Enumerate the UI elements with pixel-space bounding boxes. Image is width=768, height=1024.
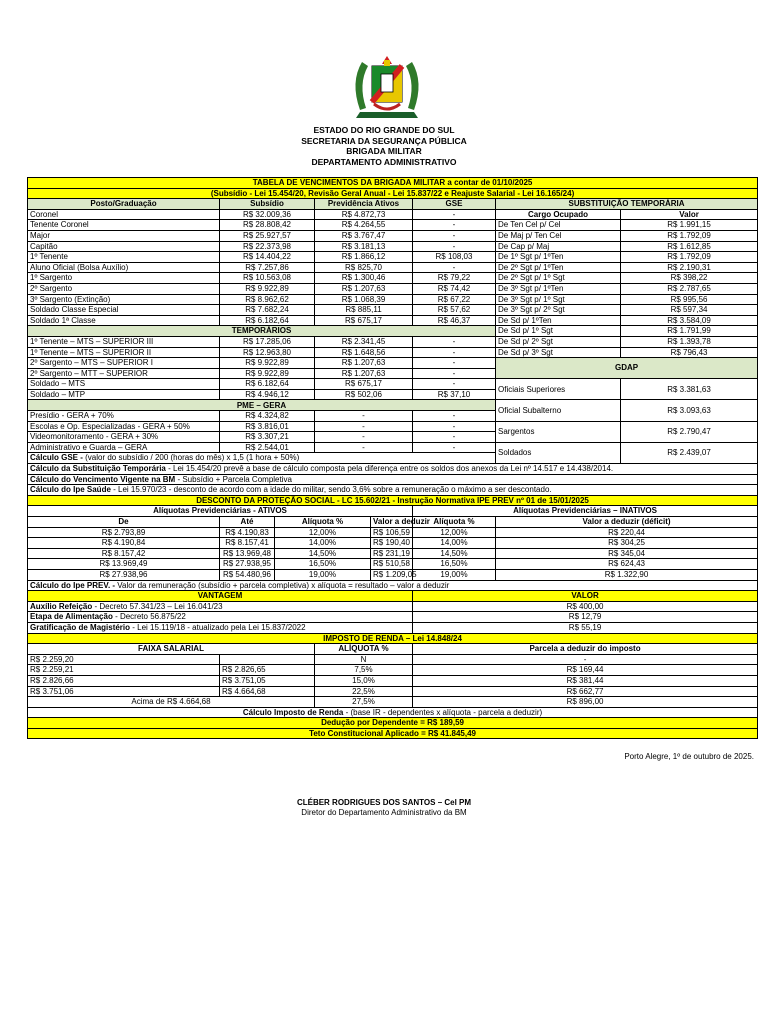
gdap-label: Soldados bbox=[496, 442, 621, 463]
row-subsidio: R$ 14.404,22 bbox=[220, 252, 315, 263]
ir-parcela: R$ 662,77 bbox=[413, 686, 758, 697]
vantagem-valor: R$ 55,19 bbox=[413, 622, 758, 633]
subst-valor: R$ 1.791,99 bbox=[621, 326, 758, 337]
table-row bbox=[28, 538, 758, 549]
table-row bbox=[28, 569, 758, 580]
row-gse: - bbox=[413, 241, 496, 252]
subst-cargo: De 1º Sgt p/ 1ºTen bbox=[496, 252, 621, 263]
h-deficit: Valor a deduzir (déficit) bbox=[496, 517, 758, 528]
subst-valor: R$ 597,34 bbox=[621, 305, 758, 316]
row-gse: R$ 67,22 bbox=[413, 294, 496, 305]
row-previdencia: R$ 3.767,47 bbox=[315, 230, 413, 241]
note-text: - Lei 15.970/23 - desconto de acordo com a idade do militar, sendo 3,6% sobre a remuneração o máximo a ser descontado. bbox=[110, 485, 552, 495]
temp-subsidio: R$ 12.963,80 bbox=[220, 347, 315, 358]
note-label: Cálculo do Ipe PREV. - bbox=[30, 580, 118, 590]
ir-aliq: 22,5% bbox=[315, 686, 413, 697]
note-text: (valor do subsídio / 200 (horas do mês) x 1,5 (1 hora + 50%) bbox=[85, 453, 300, 463]
row-posto: 1º Sargento bbox=[28, 273, 220, 284]
table-title: TABELA DE VENCIMENTOS DA BRIGADA MILITAR a contar de 01/10/2025 bbox=[28, 178, 758, 189]
row-posto: Aluno Oficial (Bolsa Auxílio) bbox=[28, 262, 220, 273]
temp-previdencia: R$ 1.207,63 bbox=[315, 368, 413, 379]
pme-subsidio: R$ 2.544,01 bbox=[220, 442, 315, 453]
aliq-deficit: R$ 1.322,90 bbox=[496, 569, 758, 580]
note-line bbox=[28, 474, 758, 485]
subst-cargo: De Cap p/ Maj bbox=[496, 241, 621, 252]
subst-valor: R$ 1.792,09 bbox=[621, 230, 758, 241]
temp-subsidio: R$ 9.922,89 bbox=[220, 358, 315, 369]
aliq-de: R$ 13.969,49 bbox=[28, 559, 220, 570]
subst-cargo: De Sd p/ 2º Sgt bbox=[496, 336, 621, 347]
subst-col-cargo: Cargo Ocupado bbox=[496, 209, 621, 220]
ir-parcela: R$ 896,00 bbox=[413, 697, 758, 708]
ir-parcela: R$ 169,44 bbox=[413, 665, 758, 676]
ir-ate: R$ 3.751,05 bbox=[220, 675, 315, 686]
table-row bbox=[28, 527, 758, 538]
row-previdencia: R$ 1.207,63 bbox=[315, 283, 413, 294]
table-row bbox=[28, 421, 758, 432]
temp-subsidio: R$ 4.946,12 bbox=[220, 389, 315, 400]
table-row bbox=[28, 622, 758, 633]
row-posto: 2º Sargento bbox=[28, 283, 220, 294]
gdap-value: R$ 3.381,63 bbox=[621, 379, 758, 400]
deducao-dependente: Dedução por Dependente = R$ 189,59 bbox=[28, 718, 758, 729]
aliq-deficit: R$ 304,25 bbox=[496, 538, 758, 549]
temp-posto: 1º Tenente – MTS – SUPERIOR III bbox=[28, 336, 220, 347]
temp-posto: 2º Sargento – MTT – SUPERIOR bbox=[28, 368, 220, 379]
note-text: - Lei 15.454/20 prevê a base de cálculo composta pela diferença entre os soldos dos anexos da Lei nº 14.517 e 14.438/2014. bbox=[165, 464, 614, 474]
row-posto: 3º Sargento (Extinção) bbox=[28, 294, 220, 305]
temp-subsidio: R$ 17.285,06 bbox=[220, 336, 315, 347]
subst-col-valor: Valor bbox=[621, 209, 758, 220]
col-header-subsidio: Subsídio bbox=[220, 199, 315, 210]
table-row bbox=[28, 665, 758, 676]
gdap-value: R$ 2.439,07 bbox=[621, 442, 758, 463]
ir-aliq: 15,0% bbox=[315, 675, 413, 686]
table-row bbox=[28, 442, 758, 453]
h-de: De bbox=[28, 517, 220, 528]
aliq-ate: R$ 4.190,83 bbox=[220, 527, 275, 538]
table-subtitle: (Subsídio - Lei 15.454/20, Revisão Geral Anual - Lei 15.837/22 e Reajuste Salarial - Lei 16.165/24) bbox=[28, 188, 758, 199]
ir-parcela-header: Parcela a deduzir do imposto bbox=[413, 644, 758, 655]
ir-parcela: - bbox=[413, 654, 758, 665]
subst-cargo: De Ten Cel p/ Cel bbox=[496, 220, 621, 231]
aliq-pct-inativos: 14,00% bbox=[413, 538, 496, 549]
pme-posto: Videomonitoramento - GERA + 30% bbox=[28, 432, 220, 443]
table-row bbox=[28, 612, 758, 623]
pme-posto: Administrativo e Guarda – GERA bbox=[28, 442, 220, 453]
temp-gse: - bbox=[413, 358, 496, 369]
vantagem-name: Auxílio Refeição bbox=[30, 601, 93, 611]
subst-valor: R$ 3.584,09 bbox=[621, 315, 758, 326]
table-row bbox=[28, 358, 758, 369]
table-row bbox=[28, 379, 758, 390]
note-label: Cálculo do Ipe Saúde bbox=[30, 485, 111, 495]
aliq-deduzir: R$ 190,40 bbox=[371, 538, 413, 549]
row-subsidio: R$ 7.257,86 bbox=[220, 262, 315, 273]
aliq-ate: R$ 8.157,41 bbox=[220, 538, 275, 549]
row-gse: - bbox=[413, 262, 496, 273]
col-header-posto: Posto/Graduação bbox=[28, 199, 220, 210]
subst-valor: R$ 1.393,78 bbox=[621, 336, 758, 347]
table-row bbox=[28, 654, 758, 665]
temp-subsidio: R$ 6.182,64 bbox=[220, 379, 315, 390]
ir-calc-note bbox=[28, 707, 758, 718]
row-previdencia: R$ 1.300,46 bbox=[315, 273, 413, 284]
pme-previdencia: - bbox=[315, 421, 413, 432]
aliq-deficit: R$ 624,43 bbox=[496, 559, 758, 570]
salary-table bbox=[27, 177, 758, 739]
aliq-de: R$ 8.157,42 bbox=[28, 548, 220, 559]
row-subsidio: R$ 9.922,89 bbox=[220, 283, 315, 294]
note-label: Cálculo do Vencimento Vigente na BM bbox=[30, 474, 176, 484]
temp-previdencia: R$ 502,06 bbox=[315, 389, 413, 400]
row-posto: Soldado 1ª Classe bbox=[28, 315, 220, 326]
aliq-pct: 14,00% bbox=[275, 538, 371, 549]
aliq-pct: 12,00% bbox=[275, 527, 371, 538]
row-subsidio: R$ 7.682,24 bbox=[220, 305, 315, 316]
gdap-label: Sargentos bbox=[496, 421, 621, 442]
pme-gse: - bbox=[413, 421, 496, 432]
table-row bbox=[28, 209, 758, 220]
aliq-de: R$ 27.938,96 bbox=[28, 569, 220, 580]
row-posto: Coronel bbox=[28, 209, 220, 220]
vantagem-header: VANTAGEM bbox=[28, 591, 413, 602]
temp-posto: 2º Sargento – MTS – SUPERIOR I bbox=[28, 358, 220, 369]
aliq-ate: R$ 54.480,96 bbox=[220, 569, 275, 580]
row-gse: R$ 79,22 bbox=[413, 273, 496, 284]
aliq-pct-inativos: 14,50% bbox=[413, 548, 496, 559]
row-previdencia: R$ 1.068,39 bbox=[315, 294, 413, 305]
table-row bbox=[28, 336, 758, 347]
row-posto: Soldado Classe Especial bbox=[28, 305, 220, 316]
row-gse: R$ 108,03 bbox=[413, 252, 496, 263]
subst-cargo: De 2º Sgt p/ 1º Sgt bbox=[496, 273, 621, 284]
header-state: ESTADO DO RIO GRANDE DO SUL bbox=[313, 125, 455, 135]
subst-header: SUBSTITUIÇÃO TEMPORÁRIA bbox=[496, 199, 758, 210]
table-row bbox=[28, 601, 758, 612]
table-row bbox=[28, 559, 758, 570]
gdap-label: Oficiais Superiores bbox=[496, 379, 621, 400]
protecao-social-title: DESCONTO DA PROTEÇÃO SOCIAL - LC 15.602/21 - Instrução Normativa IPE PREV nº 01 de 15/01/2025 bbox=[28, 495, 758, 506]
note-text: - Subsídio + Parcela Completiva bbox=[175, 474, 292, 484]
subst-cargo: De Maj p/ Ten Cel bbox=[496, 230, 621, 241]
valor-header: VALOR bbox=[413, 591, 758, 602]
table-row bbox=[28, 252, 758, 263]
row-subsidio: R$ 6.182,64 bbox=[220, 315, 315, 326]
aliq-pct: 14,50% bbox=[275, 548, 371, 559]
table-row bbox=[28, 230, 758, 241]
temp-posto: Soldado – MTP bbox=[28, 389, 220, 400]
ipe-prev-note bbox=[28, 580, 758, 591]
vantagem-law: - Decreto 57.341/23 – Lei 16.041/23 bbox=[92, 601, 223, 611]
table-row bbox=[28, 686, 758, 697]
row-posto: 1º Tenente bbox=[28, 252, 220, 263]
subst-cargo: De Sd p/ 3º Sgt bbox=[496, 347, 621, 358]
gdap-value: R$ 3.093,63 bbox=[621, 400, 758, 421]
note-label: Cálculo da Substituição Temporária bbox=[30, 464, 166, 474]
ir-aliq: 27,5% bbox=[315, 697, 413, 708]
subst-cargo: De 3º Sgt p/ 1º Sgt bbox=[496, 294, 621, 305]
temp-previdencia: R$ 675,17 bbox=[315, 379, 413, 390]
ir-ate bbox=[220, 654, 315, 665]
pme-subsidio: R$ 3.307,21 bbox=[220, 432, 315, 443]
signature-block bbox=[0, 798, 768, 818]
table-row bbox=[28, 675, 758, 686]
ir-de: R$ 3.751,06 bbox=[28, 686, 220, 697]
ir-de: R$ 2.826,66 bbox=[28, 675, 220, 686]
subst-valor: R$ 796,43 bbox=[621, 347, 758, 358]
subst-valor: R$ 2.787,65 bbox=[621, 283, 758, 294]
note-line bbox=[28, 464, 758, 475]
ir-aliq-header: ALÍQUOTA % bbox=[315, 644, 413, 655]
row-subsidio: R$ 8.962,62 bbox=[220, 294, 315, 305]
ir-faixa: Acima de R$ 4.664,68 bbox=[28, 697, 315, 708]
table-row bbox=[28, 347, 758, 358]
subst-valor: R$ 398,22 bbox=[621, 273, 758, 284]
temp-gse: R$ 37,10 bbox=[413, 389, 496, 400]
gdap-header: GDAP bbox=[496, 358, 758, 379]
temp-gse: - bbox=[413, 336, 496, 347]
pme-previdencia: - bbox=[315, 411, 413, 422]
vantagem-name: Gratificação de Magistério bbox=[30, 622, 131, 632]
ir-aliq: 7,5% bbox=[315, 665, 413, 676]
row-gse: - bbox=[413, 230, 496, 241]
subst-cargo: De Sd p/ 1ºTen bbox=[496, 315, 621, 326]
aliq-deficit: R$ 345,04 bbox=[496, 548, 758, 559]
aliq-pct-inativos: 12,00% bbox=[413, 527, 496, 538]
ir-faixa-header: FAIXA SALARIAL bbox=[28, 644, 315, 655]
temp-posto: Soldado – MTS bbox=[28, 379, 220, 390]
aliq-de: R$ 4.190,84 bbox=[28, 538, 220, 549]
table-row bbox=[28, 697, 758, 708]
gdap-value: R$ 2.790,47 bbox=[621, 421, 758, 442]
temp-gse: - bbox=[413, 347, 496, 358]
row-subsidio: R$ 22.373,98 bbox=[220, 241, 315, 252]
row-previdencia: R$ 825,70 bbox=[315, 262, 413, 273]
aliq-pct: 19,00% bbox=[275, 569, 371, 580]
header-department: DEPARTAMENTO ADMINISTRATIVO bbox=[311, 156, 457, 167]
ir-ate: R$ 2.826,65 bbox=[220, 665, 315, 676]
vantagem-law: - Lei 15.119/18 - atualizado pela Lei 15.837/2022 bbox=[130, 622, 306, 632]
teto-constitucional: Teto Constitucional Aplicado = R$ 41.845,49 bbox=[28, 728, 758, 739]
row-gse: R$ 46,37 bbox=[413, 315, 496, 326]
subst-valor: R$ 1.612,85 bbox=[621, 241, 758, 252]
pme-gse: - bbox=[413, 432, 496, 443]
temporarios-header: TEMPORÁRIOS bbox=[28, 326, 496, 337]
row-previdencia: R$ 4.872,73 bbox=[315, 209, 413, 220]
temp-previdencia: R$ 2.341,45 bbox=[315, 336, 413, 347]
row-subsidio: R$ 10.563,08 bbox=[220, 273, 315, 284]
row-previdencia: R$ 1.866,12 bbox=[315, 252, 413, 263]
pme-gse: - bbox=[413, 442, 496, 453]
h-ate: Até bbox=[220, 517, 275, 528]
pme-posto: Escolas e Op. Especializadas - GERA + 50% bbox=[28, 421, 220, 432]
ir-aliq: N bbox=[315, 654, 413, 665]
col-header-previdencia: Previdência Ativos bbox=[315, 199, 413, 210]
aliq-deficit: R$ 220,44 bbox=[496, 527, 758, 538]
pme-previdencia: - bbox=[315, 432, 413, 443]
aliq-pct: 16,50% bbox=[275, 559, 371, 570]
aliq-ativos-header: Alíquotas Previdenciárias - ATIVOS bbox=[28, 506, 413, 517]
subst-valor: R$ 1.792,09 bbox=[621, 252, 758, 263]
ir-de: R$ 2.259,20 bbox=[28, 654, 220, 665]
row-gse: R$ 74,42 bbox=[413, 283, 496, 294]
subst-cargo: De 2º Sgt p/ 1ºTen bbox=[496, 262, 621, 273]
ir-ate: R$ 4.664,68 bbox=[220, 686, 315, 697]
aliq-pct-inativos: 16,50% bbox=[413, 559, 496, 570]
h-aliq-inativos: Alíquota % bbox=[413, 517, 496, 528]
row-previdencia: R$ 675,17 bbox=[315, 315, 413, 326]
table-row bbox=[28, 548, 758, 559]
document-header bbox=[0, 125, 768, 167]
aliq-deduzir: R$ 231,19 bbox=[371, 548, 413, 559]
vantagem-label bbox=[28, 601, 413, 612]
pme-previdencia: - bbox=[315, 442, 413, 453]
note-text: Valor da remuneração (subsídio + parcela completiva) x alíquota = resultado – valor a deduzir bbox=[117, 580, 450, 590]
pme-header: PME – GERA bbox=[28, 400, 496, 411]
vantagem-valor: R$ 400,00 bbox=[413, 601, 758, 612]
aliq-ate: R$ 13.969,48 bbox=[220, 548, 275, 559]
aliq-ate: R$ 27.938,95 bbox=[220, 559, 275, 570]
row-previdencia: R$ 4.264,55 bbox=[315, 220, 413, 231]
subst-cargo: De 3º Sgt p/ 1ºTen bbox=[496, 283, 621, 294]
pme-subsidio: R$ 3.816,01 bbox=[220, 421, 315, 432]
temp-previdencia: R$ 1.648,56 bbox=[315, 347, 413, 358]
note-line bbox=[28, 453, 496, 464]
temp-posto: 1º Tenente – MTS – SUPERIOR II bbox=[28, 347, 220, 358]
aliq-de: R$ 2.793,89 bbox=[28, 527, 220, 538]
vantagem-valor: R$ 12,79 bbox=[413, 612, 758, 623]
ir-de: R$ 2.259,21 bbox=[28, 665, 220, 676]
aliq-inativos-header: Alíquotas Previdenciárias – INATIVOS bbox=[413, 506, 758, 517]
row-gse: R$ 57,62 bbox=[413, 305, 496, 316]
row-gse: - bbox=[413, 209, 496, 220]
row-subsidio: R$ 28.808,42 bbox=[220, 220, 315, 231]
table-row bbox=[28, 273, 758, 284]
row-posto: Tenente Coronel bbox=[28, 220, 220, 231]
row-gse: - bbox=[413, 220, 496, 231]
row-subsidio: R$ 32.009,36 bbox=[220, 209, 315, 220]
temp-subsidio: R$ 9.922,89 bbox=[220, 368, 315, 379]
table-row bbox=[28, 283, 758, 294]
aliq-deduzir: R$ 510,58 bbox=[371, 559, 413, 570]
row-posto: Capitão bbox=[28, 241, 220, 252]
table-row bbox=[28, 262, 758, 273]
note-label: Cálculo Imposto de Renda bbox=[242, 707, 344, 717]
subst-cargo: De 3º Sgt p/ 2º Sgt bbox=[496, 305, 621, 316]
imposto-renda-title: IMPOSTO DE RENDA – Lei 14.848/24 bbox=[28, 633, 758, 644]
table-row bbox=[28, 241, 758, 252]
subst-valor: R$ 1.991,15 bbox=[621, 220, 758, 231]
table-row bbox=[28, 305, 758, 316]
vantagem-label bbox=[28, 612, 413, 623]
h-deduzir: Valor a deduzir bbox=[371, 517, 413, 528]
h-aliq: Alíquota % bbox=[275, 517, 371, 528]
coat-of-arms-emblem bbox=[332, 52, 442, 122]
row-previdencia: R$ 885,11 bbox=[315, 305, 413, 316]
header-secretariat: SECRETARIA DA SEGURANÇA PÚBLICA bbox=[301, 135, 467, 146]
row-posto: Major bbox=[28, 230, 220, 241]
temp-gse: - bbox=[413, 379, 496, 390]
note-text: - (base IR - dependentes x alíquota - parcela a deduzir) bbox=[343, 707, 543, 717]
pme-posto: Presídio - GERA + 70% bbox=[28, 411, 220, 422]
temp-previdencia: R$ 1.207,63 bbox=[315, 358, 413, 369]
row-previdencia: R$ 3.181,13 bbox=[315, 241, 413, 252]
aliq-deduzir: R$ 1.209,05 bbox=[371, 569, 413, 580]
table-row bbox=[28, 315, 758, 326]
vantagem-law: - Decreto 56.875/22 bbox=[112, 612, 186, 622]
table-row bbox=[28, 294, 758, 305]
subst-cargo: De Sd p/ 1º Sgt bbox=[496, 326, 621, 337]
subst-valor: R$ 995,56 bbox=[621, 294, 758, 305]
place-date: Porto Alegre, 1º de outubro de 2025. bbox=[624, 752, 754, 761]
note-label: Cálculo GSE - bbox=[30, 453, 86, 463]
aliq-pct-inativos: 19,00% bbox=[413, 569, 496, 580]
signatory-name: CLÉBER RODRIGUES DOS SANTOS – Cel PM bbox=[296, 798, 472, 807]
row-subsidio: R$ 25.927,57 bbox=[220, 230, 315, 241]
aliq-deduzir: R$ 106,59 bbox=[371, 527, 413, 538]
vantagem-label bbox=[28, 622, 413, 633]
table-row bbox=[28, 220, 758, 231]
note-line bbox=[28, 485, 758, 496]
col-header-gse: GSE bbox=[413, 199, 496, 210]
pme-gse: - bbox=[413, 411, 496, 422]
pme-subsidio: R$ 4.324,82 bbox=[220, 411, 315, 422]
gdap-label: Oficial Subalterno bbox=[496, 400, 621, 421]
subst-valor: R$ 2.190,31 bbox=[621, 262, 758, 273]
vantagem-name: Etapa de Alimentação bbox=[30, 612, 113, 622]
signatory-role: Diretor do Departamento Administrativo da BM bbox=[301, 808, 467, 817]
header-brigade: BRIGADA MILITAR bbox=[346, 146, 422, 156]
temp-gse: - bbox=[413, 368, 496, 379]
ir-parcela: R$ 381,44 bbox=[413, 675, 758, 686]
